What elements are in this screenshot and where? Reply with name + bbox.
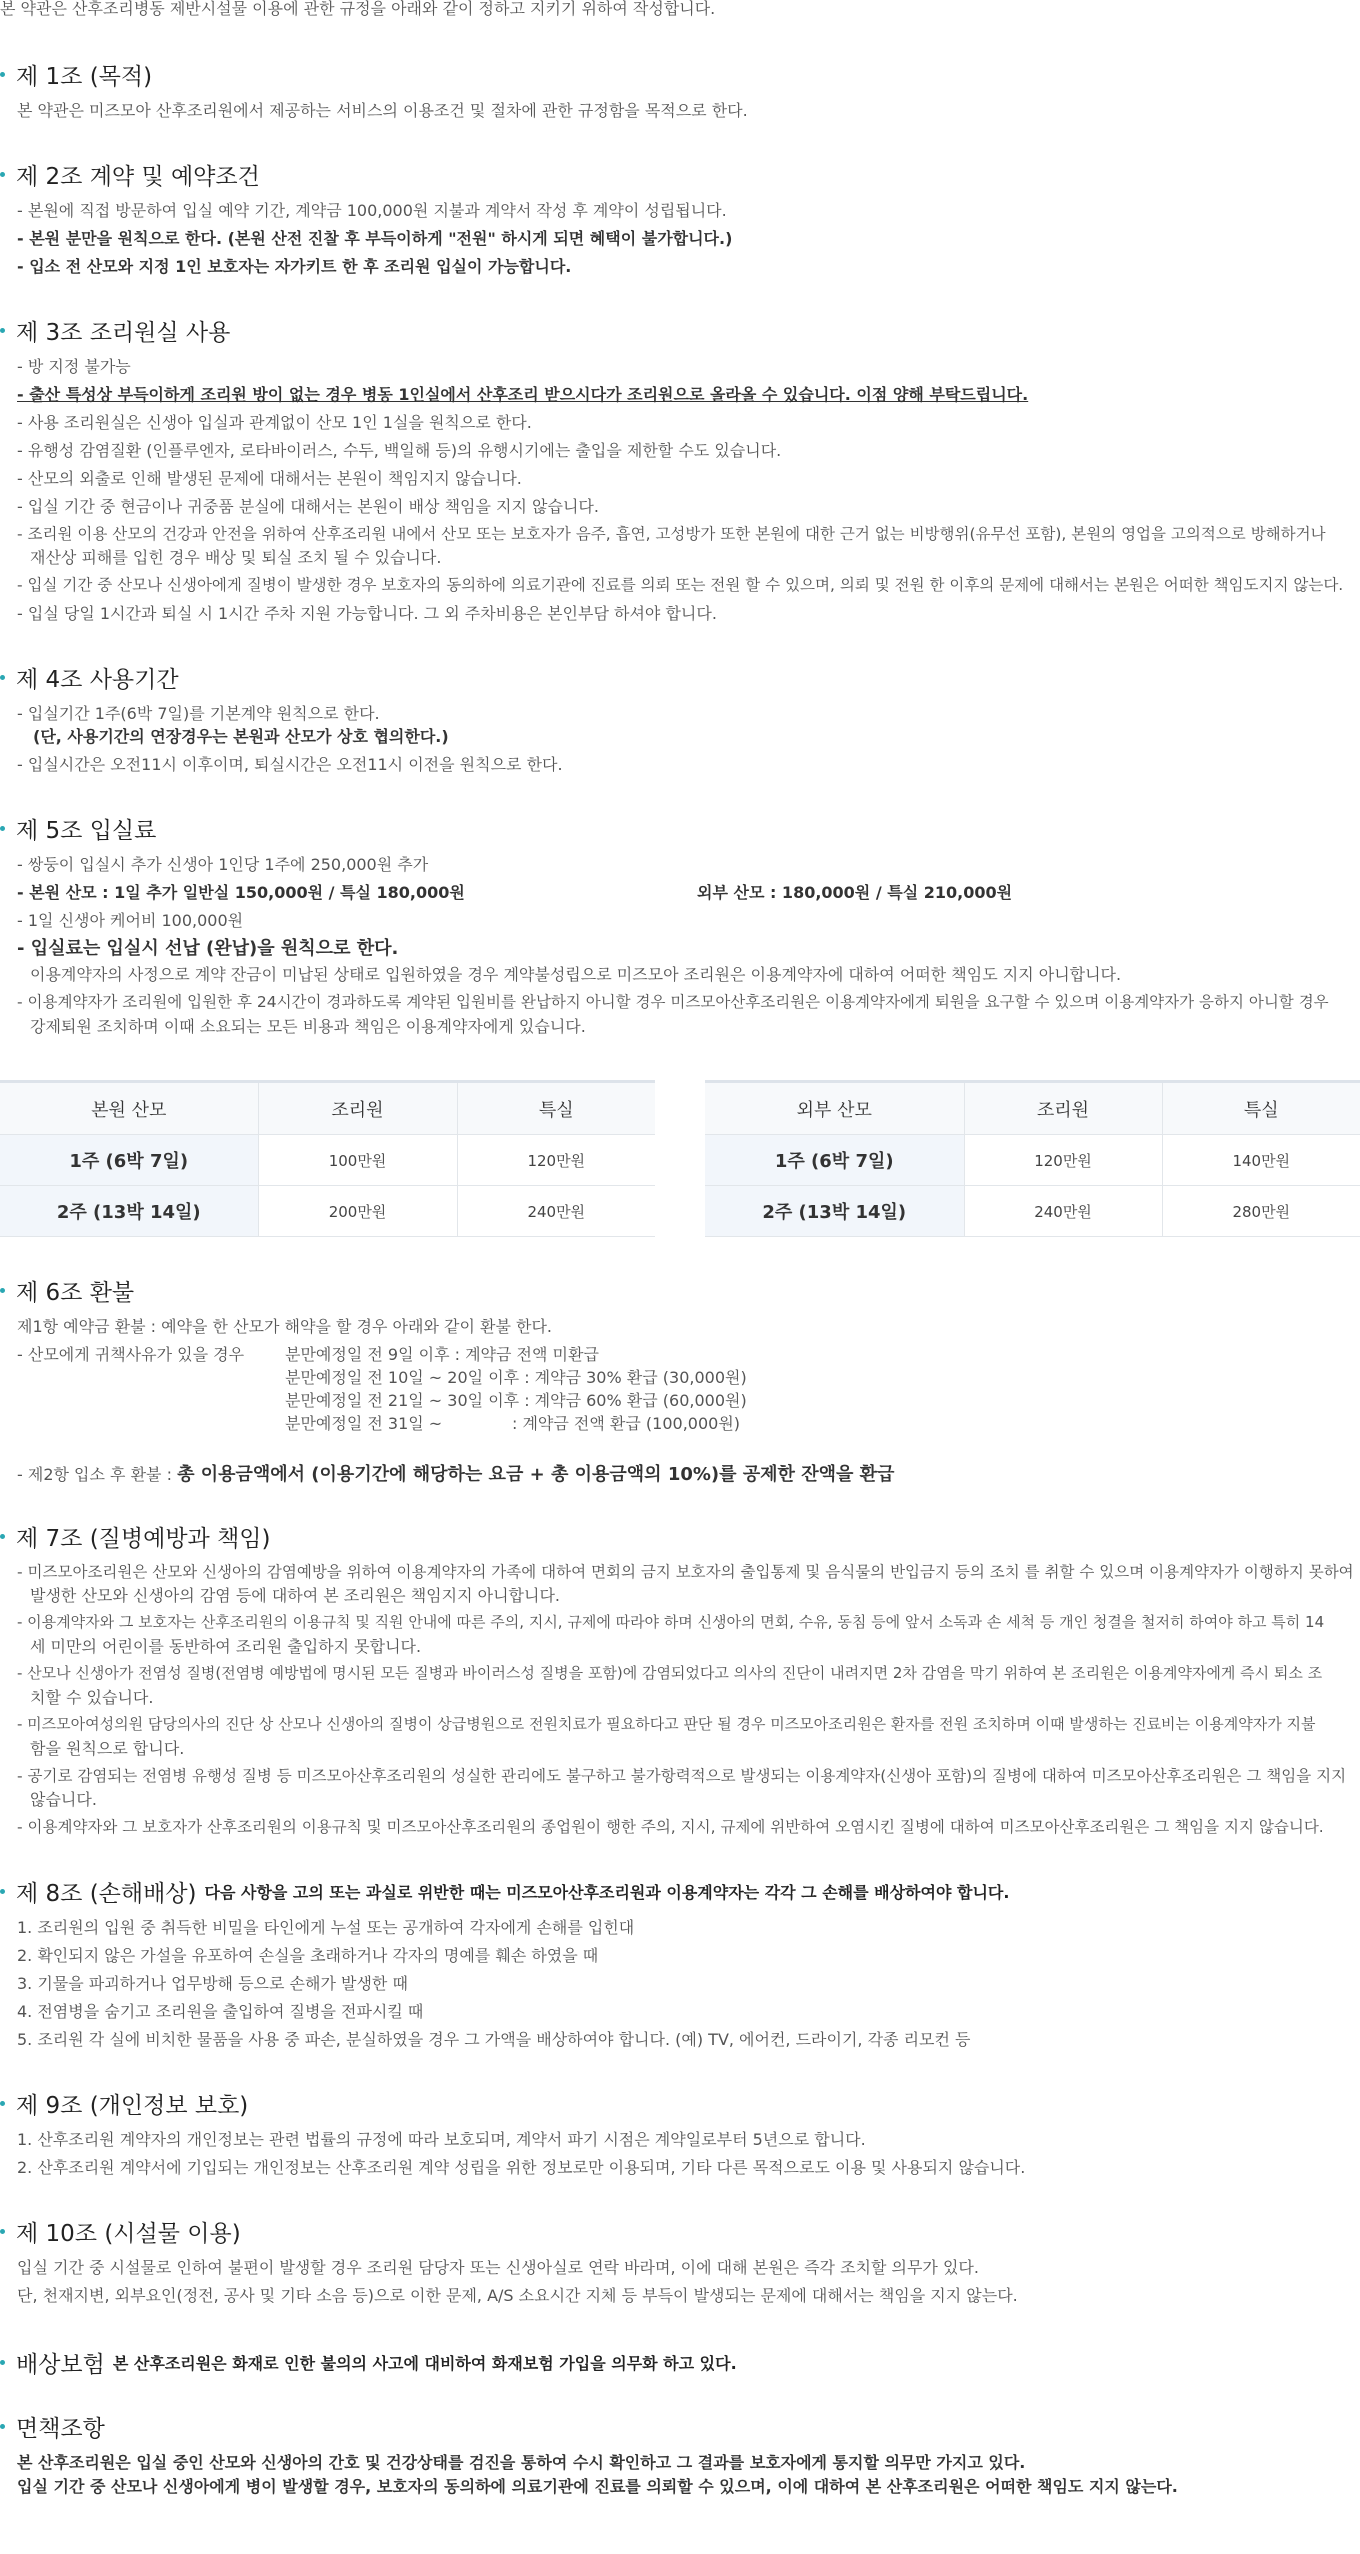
section-1-text: 본 약관은 미즈모아 산후조리원에서 제공하는 서비스의 이용조건 및 절차에 관한 규정함을 목적으로 한다. bbox=[17, 101, 748, 120]
section-6-line-1: 제1항 예약금 환불 : 예약을 한 산모가 해약을 할 경우 아래와 같이 환불 한다. bbox=[17, 1317, 552, 1336]
section-3-line-9: - 입실 당일 1시간과 퇴실 시 1시간 주차 지원 가능합니다. 그 외 주차비용은 본인부담 하셔야 합니다. bbox=[17, 604, 717, 623]
table-cell-period: 1주 (6박 7일) bbox=[0, 1135, 258, 1186]
section-9-line-2: 2. 산후조리원 계약서에 기입되는 개인정보는 산후조리원 계약 성립을 위한 정보로만 이용되며, 기타 다른 목적으로도 이용 및 사용되지 않습니다. bbox=[17, 2158, 1026, 2177]
section-3-line-4: - 유행성 감염질환 (인플루엔자, 로타바이러스, 수두, 백일해 등)의 유행시기에는 출입을 제한할 수도 있습니다. bbox=[17, 441, 782, 460]
section-3-title: 제 3조 조리원실 사용 bbox=[0, 314, 230, 347]
table-cell-period: 2주 (13박 14일) bbox=[0, 1186, 258, 1237]
table-cell: 100만원 bbox=[258, 1135, 457, 1186]
table-row bbox=[705, 1186, 1360, 1237]
section-3-line-1: - 방 지정 불가능 bbox=[17, 357, 131, 376]
section-9-title: 제 9조 (개인정보 보호) bbox=[0, 2087, 248, 2120]
section-7-line-5b: 않습니다. bbox=[30, 1790, 97, 1809]
section-7-line-4b: 함을 원칙으로 합니다. bbox=[30, 1739, 185, 1758]
table-cell: 200만원 bbox=[258, 1186, 457, 1237]
section-4-line-1: - 입실기간 1주(6박 7일)를 기본계약 원칙으로 한다. bbox=[17, 704, 380, 723]
price-table-external bbox=[705, 1080, 1360, 1237]
table-cell: 240만원 bbox=[964, 1186, 1162, 1237]
table-cell-period: 2주 (13박 14일) bbox=[705, 1186, 964, 1237]
section-7-line-1b: 발생한 산모와 신생아의 감염 등에 대하여 본 조리원은 책임지지 아니합니다. bbox=[30, 1586, 560, 1605]
table-header-cell: 조리원 bbox=[964, 1082, 1162, 1135]
refund-rule-4b: : 계약금 전액 환급 (100,000원) bbox=[512, 1414, 741, 1433]
bullet-dot-icon bbox=[0, 675, 5, 680]
section-6-line-3: - 제2항 입소 후 환불 : 총 이용금액에서 (이용기간에 해당하는 요금 + 총 이용금액의 10%)를 공제한 잔액을 환급 bbox=[17, 1464, 895, 1485]
insurance-subtitle: 본 산후조리원은 화재로 인한 불의의 사고에 대비하여 화재보험 가입을 의무화 하고 있다. bbox=[112, 2354, 737, 2373]
section-8-line-5: 5. 조리원 각 실에 비치한 물품을 사용 중 파손, 분실하였을 경우 그 가액을 배상하여야 합니다. (예) TV, 에어컨, 드라이기, 각종 리모컨 등 bbox=[17, 2030, 971, 2049]
section-4-title: 제 4조 사용기간 bbox=[0, 661, 179, 694]
section-5-line-2a: - 본원 산모 : 1일 추가 일반실 150,000원 / 특실 180,000원 bbox=[17, 883, 465, 902]
section-3-line-6: - 입실 기간 중 현금이나 귀중품 분실에 대해서는 본원이 배상 책임을 지지 않습니다. bbox=[17, 497, 599, 516]
section-10-line-2: 단, 천재지변, 외부요인(정전, 공사 및 기타 소음 등)으로 이한 문제, A/S 소요시간 지체 등 부득이 발생되는 문제에 대해서는 책임을 지지 않는다. bbox=[17, 2286, 1018, 2305]
refund-rule-1: 분만예정일 전 9일 이후 : 계약금 전액 미환급 bbox=[285, 1345, 599, 1364]
section-7-line-2a: - 이용계약자와 그 보호자는 산후조리원의 이용규칙 및 직원 안내에 따른 주의, 지시, 규제에 따라야 하며 신생아의 면회, 수유, 동침 등에 앞서 소독과 손 세척 등 개인 청결을 철저히 하여야 하고 특히 14 bbox=[17, 1613, 1325, 1631]
section-5-title: 제 5조 입실료 bbox=[0, 812, 156, 845]
section-7-line-5a: - 공기로 감염되는 전염병 유행성 질병 등 미즈모아산후조리원의 성실한 관리에도 불구하고 불가항력적으로 발생되는 이용계약자(신생아 포함)의 질병에 대하여 미즈모아산후조리원은 그 책임을 지지 bbox=[17, 1767, 1347, 1785]
table-header-cell: 특실 bbox=[1162, 1082, 1360, 1135]
section-5-line-2b: 외부 산모 : 180,000원 / 특실 210,000원 bbox=[697, 883, 1013, 902]
section-5-line-1: - 쌍둥이 입실시 추가 신생아 1인당 1주에 250,000원 추가 bbox=[17, 855, 429, 874]
bullet-dot-icon bbox=[0, 1288, 5, 1293]
section-5-line-4: - 입실료는 입실시 선납 (완납)을 원칙으로 한다. bbox=[17, 938, 399, 959]
section-8-title: 제 8조 (손해배상) 다음 사항을 고의 또는 과실로 위반한 때는 미즈모아산후조리원과 이용계약자는 각각 그 손해를 배상하여야 합니다. bbox=[0, 1875, 1009, 1908]
bullet-dot-icon bbox=[0, 2229, 5, 2234]
section-7-title: 제 7조 (질병예방과 책임) bbox=[0, 1520, 270, 1553]
section-4-line-3: - 입실시간은 오전11시 이후이며, 퇴실시간은 오전11시 이전을 원칙으로 한다. bbox=[17, 755, 563, 774]
refund-rule-2: 분만예정일 전 10일 ~ 20일 이후 : 계약금 30% 환급 (30,000원) bbox=[285, 1368, 747, 1387]
table-row bbox=[705, 1135, 1360, 1186]
section-2-title: 제 2조 계약 및 예약조건 bbox=[0, 158, 260, 191]
section-8-line-4: 4. 전염병을 숨기고 조리원을 출입하여 질병을 전파시킬 때 bbox=[17, 2002, 424, 2021]
section-3-line-7a: - 조리원 이용 산모의 건강과 안전을 위하여 산후조리원 내에서 산모 또는 보호자가 음주, 흡연, 고성방가 또한 본원에 대한 근거 없는 비방행위(유무선 포함), 본원의 영업을 고의적으로 방해하거나 bbox=[17, 525, 1326, 543]
section-8-line-1: 1. 조리원의 입원 중 취득한 비밀을 타인에게 누설 또는 공개하여 각자에게 손해를 입힌대 bbox=[17, 1918, 635, 1937]
table-cell: 140만원 bbox=[1162, 1135, 1360, 1186]
bullet-dot-icon bbox=[0, 328, 5, 333]
section-7-line-4a: - 미즈모아여성의원 담당의사의 진단 상 산모나 신생아의 질병이 상급병원으로 전원치료가 필요하다고 판단 될 경우 미즈모아조리원은 환자를 전원 조치하며 이때 발생하는 진료비는 이용계약자가 지불 bbox=[17, 1715, 1316, 1733]
section-6-line-2: - 산모에게 귀책사유가 있을 경우 bbox=[17, 1345, 245, 1364]
table-header-cell: 본원 산모 bbox=[0, 1082, 258, 1135]
section-3-line-3: - 사용 조리원실은 신생아 입실과 관계없이 산모 1인 1실을 원칙으로 한다. bbox=[17, 413, 532, 432]
disclaimer-line-2: 입실 기간 중 산모나 신생아에게 병이 발생할 경우, 보호자의 동의하에 의료기관에 진료를 의뢰할 수 있으며, 이에 대하여 본 산후조리원은 어떠한 책임도 지지 않는다. bbox=[17, 2477, 1178, 2496]
table-header-cell: 특실 bbox=[457, 1082, 655, 1135]
bullet-dot-icon bbox=[0, 1889, 5, 1894]
table-header-cell: 조리원 bbox=[258, 1082, 457, 1135]
section-6-title: 제 6조 환불 bbox=[0, 1274, 134, 1307]
disclaimer-title: 면책조항 bbox=[0, 2410, 105, 2443]
section-5-line-6b: 강제퇴원 조치하며 이때 소요되는 모든 비용과 책임은 이용계약자에게 있습니다. bbox=[30, 1017, 586, 1036]
section-8-subtitle: 다음 사항을 고의 또는 과실로 위반한 때는 미즈모아산후조리원과 이용계약자는 각각 그 손해를 배상하여야 합니다. bbox=[204, 1883, 1010, 1902]
section-5-line-6a: - 이용계약자가 조리원에 입원한 후 24시간이 경과하도록 계약된 입원비를 완납하지 아니할 경우 미즈모아산후조리원은 이용계약자에게 퇴원을 요구할 수 있으며 이용계약자가 응하지 아니할 경우 bbox=[17, 993, 1329, 1011]
disclaimer-line-1: 본 산후조리원은 입실 중인 산모와 신생아의 간호 및 건강상태를 검진을 통하여 수시 확인하고 그 결과를 보호자에게 통지할 의무만 가지고 있다. bbox=[17, 2453, 1026, 2472]
section-3-line-7b: 재산상 피해를 입힌 경우 배상 및 퇴실 조치 될 수 있습니다. bbox=[30, 548, 442, 567]
insurance-title: 배상보험 본 산후조리원은 화재로 인한 불의의 사고에 대비하여 화재보험 가입을 의무화 하고 있다. bbox=[0, 2346, 737, 2379]
section-10-title: 제 10조 (시설물 이용) bbox=[0, 2215, 241, 2248]
price-table-inhouse bbox=[0, 1080, 655, 1237]
table-header-row bbox=[705, 1082, 1360, 1135]
bullet-dot-icon bbox=[0, 72, 5, 77]
section-2-line-1: - 본원에 직접 방문하여 입실 예약 기간, 계약금 100,000원 지불과 계약서 작성 후 계약이 성립됩니다. bbox=[17, 201, 727, 220]
section-7-line-1a: - 미즈모아조리원은 산모와 신생아의 감염예방을 위하여 이용계약자의 가족에 대하여 면회의 금지 보호자의 출입통제 및 음식물의 반입금지 등의 조치 를 취할 수 있으며 이용계약자가 이행하지 못하여 bbox=[17, 1563, 1354, 1581]
section-7-line-3b: 치할 수 있습니다. bbox=[30, 1688, 154, 1707]
table-cell: 280만원 bbox=[1162, 1186, 1360, 1237]
table-header-cell: 외부 산모 bbox=[705, 1082, 964, 1135]
section-3-line-8: - 입실 기간 중 산모나 신생아에게 질병이 발생한 경우 보호자의 동의하에 의료기관에 진료를 의뢰 또는 전원 할 수 있으며, 의뢰 및 전원 한 이후의 문제에 대해서는 본원은 어떠한 책임도지지 않는다. bbox=[17, 576, 1344, 594]
bullet-dot-icon bbox=[0, 1534, 5, 1539]
section-8-line-2: 2. 확인되지 않은 가설을 유포하여 손실을 초래하거나 각자의 명예를 훼손 하였을 때 bbox=[17, 1946, 599, 1965]
section-5-line-3: - 1일 신생아 케어비 100,000원 bbox=[17, 911, 244, 930]
table-cell: 120만원 bbox=[457, 1135, 655, 1186]
section-1-title: 제 1조 (목적) bbox=[0, 58, 152, 91]
section-7-line-2b: 세 미만의 어린이를 동반하여 조리원 출입하지 못합니다. bbox=[30, 1637, 422, 1656]
section-9-line-1: 1. 산후조리원 계약자의 개인정보는 관련 법률의 규정에 따라 보호되며, 계약서 파기 시점은 계약일로부터 5년으로 합니다. bbox=[17, 2130, 866, 2149]
bullet-dot-icon bbox=[0, 2360, 5, 2365]
bullet-dot-icon bbox=[0, 2101, 5, 2106]
section-10-line-1: 입실 기간 중 시설물로 인하여 불편이 발생할 경우 조리원 담당자 또는 신생아실로 연락 바라며, 이에 대해 본원은 즉각 조치할 의무가 있다. bbox=[17, 2258, 979, 2277]
section-3-line-5: - 산모의 외출로 인해 발생된 문제에 대해서는 본원이 책임지지 않습니다. bbox=[17, 469, 522, 488]
refund-rule-4a: 분만예정일 전 31일 ~ bbox=[285, 1414, 443, 1433]
section-8-line-3: 3. 기물을 파괴하거나 업무방해 등으로 손해가 발생한 때 bbox=[17, 1974, 408, 1993]
bullet-dot-icon bbox=[0, 2424, 5, 2429]
section-2-line-3: - 입소 전 산모와 지정 1인 보호자는 자가키트 한 후 조리원 입실이 가능합니다. bbox=[17, 257, 572, 276]
section-3-line-2: - 출산 특성상 부득이하게 조리원 방이 없는 경우 병동 1인실에서 산후조리 받으시다가 조리원으로 올라올 수 있습니다. 이점 양해 부탁드립니다. bbox=[17, 385, 1029, 404]
intro-text: 본 약관은 산후조리병동 제반시설물 이용에 관한 규정을 아래와 같이 정하고 지키기 위하여 작성합니다. bbox=[0, 0, 716, 18]
section-5-line-5: 이용계약자의 사정으로 계약 잔금이 미납된 상태로 입원하였을 경우 계약불성립으로 미즈모아 조리원은 이용계약자에 대하여 어떠한 책임도 지지 아니합니다. bbox=[30, 965, 1122, 984]
table-cell: 240만원 bbox=[457, 1186, 655, 1237]
section-2-line-2: - 본원 분만을 원칙으로 한다. (본원 산전 진찰 후 부득이하게 "전원" 하시게 되면 혜택이 불가합니다.) bbox=[17, 229, 733, 248]
bullet-dot-icon bbox=[0, 826, 5, 831]
table-cell: 120만원 bbox=[964, 1135, 1162, 1186]
table-cell-period: 1주 (6박 7일) bbox=[705, 1135, 964, 1186]
section-4-line-2: (단, 사용기간의 연장경우는 본원과 산모가 상호 협의한다.) bbox=[33, 727, 449, 746]
table-row bbox=[0, 1186, 655, 1237]
bullet-dot-icon bbox=[0, 172, 5, 177]
section-7-line-6: - 이용계약자와 그 보호자가 산후조리원의 이용규칙 및 미즈모아산후조리원의 종업원이 행한 주의, 지시, 규제에 위반하여 오염시킨 질병에 대하여 미즈모아산후조리원은 그 책임을 지지 않습니다. bbox=[17, 1818, 1324, 1836]
refund-rule-3: 분만예정일 전 21일 ~ 30일 이후 : 계약금 60% 환급 (60,000원) bbox=[285, 1391, 747, 1410]
section-7-line-3a: - 산모나 신생아가 전염성 질병(전염병 예방법에 명시된 모든 질병과 바이러스성 질병을 포함)에 감염되었다고 의사의 진단이 내려지면 2차 감염을 막기 위하여 본 조리원은 이용계약자에게 즉시 퇴소 조 bbox=[17, 1664, 1323, 1682]
table-row bbox=[0, 1135, 655, 1186]
table-header-row bbox=[0, 1082, 655, 1135]
